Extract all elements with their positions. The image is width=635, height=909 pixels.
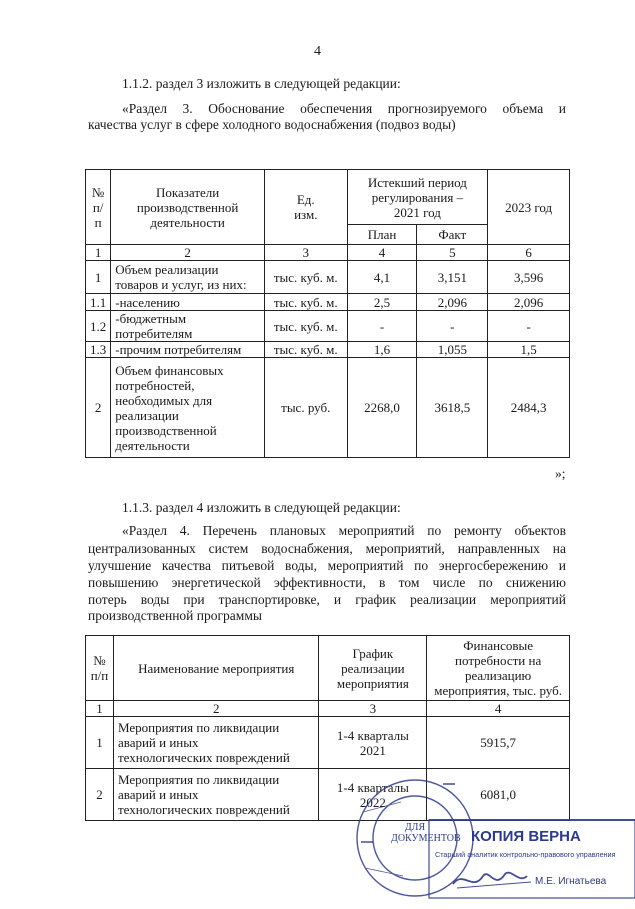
row-num: 2 (86, 358, 111, 458)
row-indicator: -бюджетным потребителям (111, 311, 265, 342)
index-cell: 2 (113, 701, 318, 717)
row-year: - (488, 311, 570, 342)
index-cell: 1 (86, 701, 114, 717)
row-plan: - (347, 311, 417, 342)
copy-certified-role: Старший аналитик контрольно-правового управления (435, 850, 616, 859)
row-measure: Мероприятия по ликвидации аварий и иных технологических повреждений (113, 717, 318, 769)
index-cell: 2 (111, 245, 265, 261)
table-row (86, 342, 570, 358)
row-year: 2484,3 (488, 358, 570, 458)
header-indicator: Показатели производственной деятельности (111, 170, 265, 245)
index-cell: 1 (86, 245, 111, 261)
row-year: 1,5 (488, 342, 570, 358)
section-4-intro-line-2: централизованных систем водоснабжения, мероприятий, направленных на (88, 541, 566, 556)
row-plan: 2268,0 (347, 358, 417, 458)
header-name: Наименование мероприятия (113, 636, 318, 701)
section-3-intro-line-1: «Раздел 3. Обоснование обеспечения прогнозируемого объема и (122, 101, 566, 116)
certification-stamp (355, 772, 635, 904)
table-header-row (86, 170, 570, 225)
table-row (86, 311, 570, 342)
row-measure: Мероприятия по ликвидации аварий и иных технологических повреждений (113, 769, 318, 821)
row-num: 1 (86, 261, 111, 294)
table-row (86, 358, 570, 458)
section-3-intro-line-2: качества услуг в сфере холодного водоснабжения (подвоз воды) (88, 117, 456, 132)
index-cell: 5 (417, 245, 488, 261)
row-schedule: 1-4 кварталы 2022 (319, 769, 427, 821)
table-1-closing-quote: »; (555, 466, 566, 481)
row-num: 2 (86, 769, 114, 821)
row-indicator: -населению (111, 294, 265, 311)
header-period: Истекший период регулирования – 2021 год (347, 170, 488, 225)
header-num: № п/п (86, 170, 111, 245)
row-indicator: Объем финансовых потребностей, необходимых для реализации производственной деятельности (111, 358, 265, 458)
row-schedule: 1-4 кварталы 2021 (319, 717, 427, 769)
row-indicator: -прочим потребителям (111, 342, 265, 358)
table-index-row (86, 701, 570, 717)
index-cell: 4 (427, 701, 570, 717)
row-fact: 3618,5 (417, 358, 488, 458)
row-num: 1.3 (86, 342, 111, 358)
section-4-intro-line-5: потерь воды при транспортировке, и график реализации мероприятий (88, 592, 566, 607)
table-header-row (86, 636, 570, 701)
row-unit: тыс. руб. (264, 358, 347, 458)
copy-certified-title: КОПИЯ ВЕРНА (471, 828, 581, 845)
row-num: 1.2 (86, 311, 111, 342)
row-fact: 1,055 (417, 342, 488, 358)
row-finance: 5915,7 (427, 717, 570, 769)
row-unit: тыс. куб. м. (264, 342, 347, 358)
index-cell: 6 (488, 245, 570, 261)
row-indicator: Объем реализации товаров и услуг, из них: (111, 261, 265, 294)
row-fact: - (417, 311, 488, 342)
row-fact: 2,096 (417, 294, 488, 311)
row-year: 3,596 (488, 261, 570, 294)
row-fact: 3,151 (417, 261, 488, 294)
seal-center-text: ДЛЯ ДОКУМЕНТОВ (391, 822, 461, 844)
header-plan: План (347, 225, 417, 245)
index-cell: 3 (264, 245, 347, 261)
row-unit: тыс. куб. м. (264, 311, 347, 342)
table-row (86, 717, 570, 769)
table-row (86, 294, 570, 311)
table-index-row (86, 245, 570, 261)
section-4-intro-line-3: улучшение качества питьевой воды, мероприятий по энергосбережению и (88, 558, 566, 573)
header-fact: Факт (417, 225, 488, 245)
section-4-intro-line-4: повышению энергетической эффективности, в том числе по снижению (88, 575, 566, 590)
page-number: 4 (314, 44, 321, 59)
section-4-intro-line-6: производственной программы (88, 608, 262, 623)
header-schedule: График реализации мероприятия (319, 636, 427, 701)
section-4-heading: 1.1.3. раздел 4 изложить в следующей редакции: (122, 500, 401, 515)
row-plan: 1,6 (347, 342, 417, 358)
row-num: 1.1 (86, 294, 111, 311)
row-year: 2,096 (488, 294, 570, 311)
row-finance: 6081,0 (427, 769, 570, 821)
signer-name: М.Е. Игнатьева (535, 876, 607, 887)
section-3-heading: 1.1.2. раздел 3 изложить в следующей редакции: (122, 76, 401, 91)
row-plan: 4,1 (347, 261, 417, 294)
table-row (86, 261, 570, 294)
section-4-intro-line-1: «Раздел 4. Перечень плановых мероприятий по ремонту объектов (122, 523, 566, 538)
header-unit: Ед. изм. (264, 170, 347, 245)
row-num: 1 (86, 717, 114, 769)
index-cell: 4 (347, 245, 417, 261)
row-unit: тыс. куб. м. (264, 261, 347, 294)
row-plan: 2,5 (347, 294, 417, 311)
row-unit: тыс. куб. м. (264, 294, 347, 311)
header-num: № п/п (86, 636, 114, 701)
header-year: 2023 год (488, 170, 570, 245)
header-finance: Финансовые потребности на реализацию мероприятия, тыс. руб. (427, 636, 570, 701)
table-production-indicators (85, 169, 570, 458)
index-cell: 3 (319, 701, 427, 717)
